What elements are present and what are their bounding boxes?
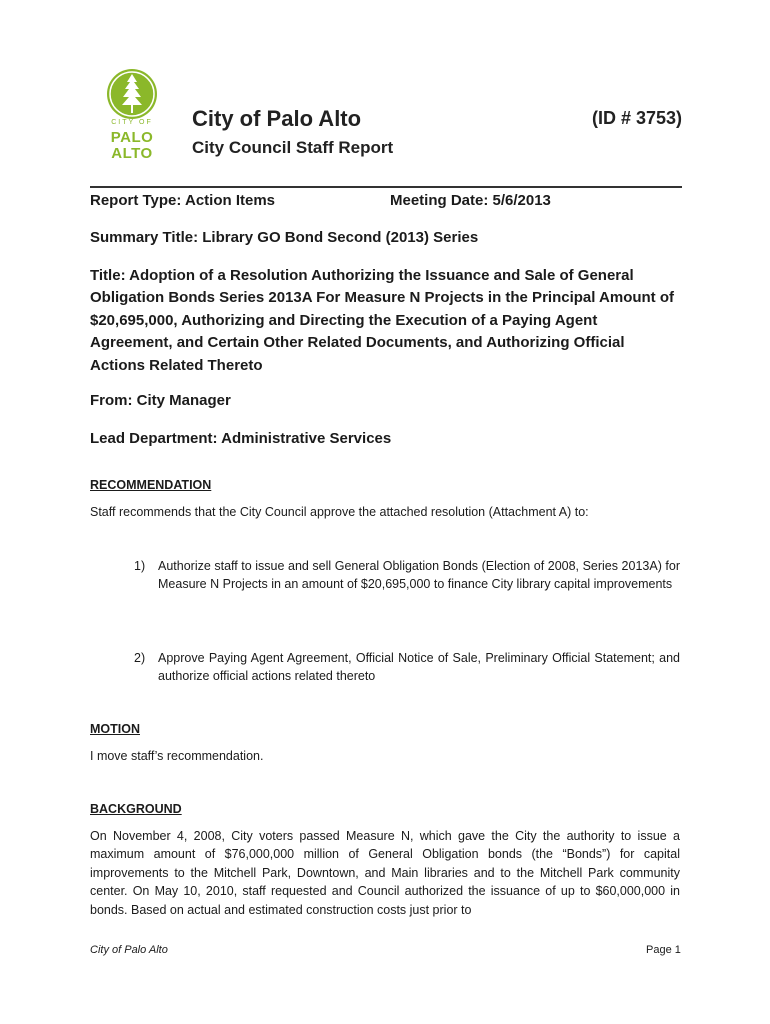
recommendation-heading: RECOMMENDATION (90, 478, 212, 492)
city-logo (104, 68, 160, 160)
page-title: City of Palo Alto (192, 106, 362, 131)
recommendation-intro: Staff recommends that the City Council approve the attached resolution (Attachment A) to: (90, 505, 589, 519)
list-number: 1) (134, 559, 146, 573)
logo-city-of: CITY OF (111, 119, 153, 126)
background-text: On November 4, 2008, City voters passed Measure N, which gave the City the authority to issue a maximum amount of $76,000,000 million of General Obligation bonds (the “Bonds”) for capital improvements to the Mitchell Park, Downtown, and Main libraries and to the Mitchell Park community center. On May 10, 2010, staff requested and Council authorized the issuance of up to $60,000,000 in bonds. Based on actual and estimated construction costs just prior to (90, 829, 680, 917)
page-number: Page 1 (646, 944, 681, 956)
header-divider (90, 186, 682, 188)
lead-department: Lead Department: Administrative Services (90, 430, 392, 447)
background-heading: BACKGROUND (90, 802, 182, 816)
list-text: Authorize staff to issue and sell General Obligation Bonds (Election of 2008, Series 2013A) for Measure N Projects in an amount of $20,695,000 to finance City library capital improvements (158, 559, 680, 592)
list-item (134, 649, 680, 686)
meeting-date: Meeting Date: 5/6/2013 (390, 192, 551, 209)
logo-alto: ALTO (111, 145, 153, 162)
report-title: Title: Adoption of a Resolution Authorizing the Issuance and Sale of General Obligation Bonds Series 2013A For Measure N Projects in the Principal Amount of $20,695,000, Authorizing and Directing the Execution of a Paying Agent Agreement, and Certain Other Related Documents, and Authorizing Official Actions Related Thereto (90, 267, 675, 374)
list-item (134, 557, 680, 594)
from-line: From: City Manager (90, 392, 231, 409)
summary-title: Summary Title: Library GO Bond Second (2013) Series (90, 229, 479, 246)
motion-heading: MOTION (90, 722, 140, 736)
tree-icon (106, 68, 158, 120)
footer-city: City of Palo Alto (90, 944, 168, 956)
list-text: Approve Paying Agent Agreement, Official Notice of Sale, Preliminary Official Statement; and authorize official actions related thereto (158, 651, 680, 684)
report-id: (ID # 3753) (592, 108, 683, 128)
logo-palo: PALO (110, 129, 154, 146)
list-number: 2) (134, 651, 146, 665)
motion-text: I move staff’s recommendation. (90, 749, 264, 763)
report-type: Report Type: Action Items (90, 192, 276, 209)
report-subtitle: City Council Staff Report (192, 138, 394, 157)
